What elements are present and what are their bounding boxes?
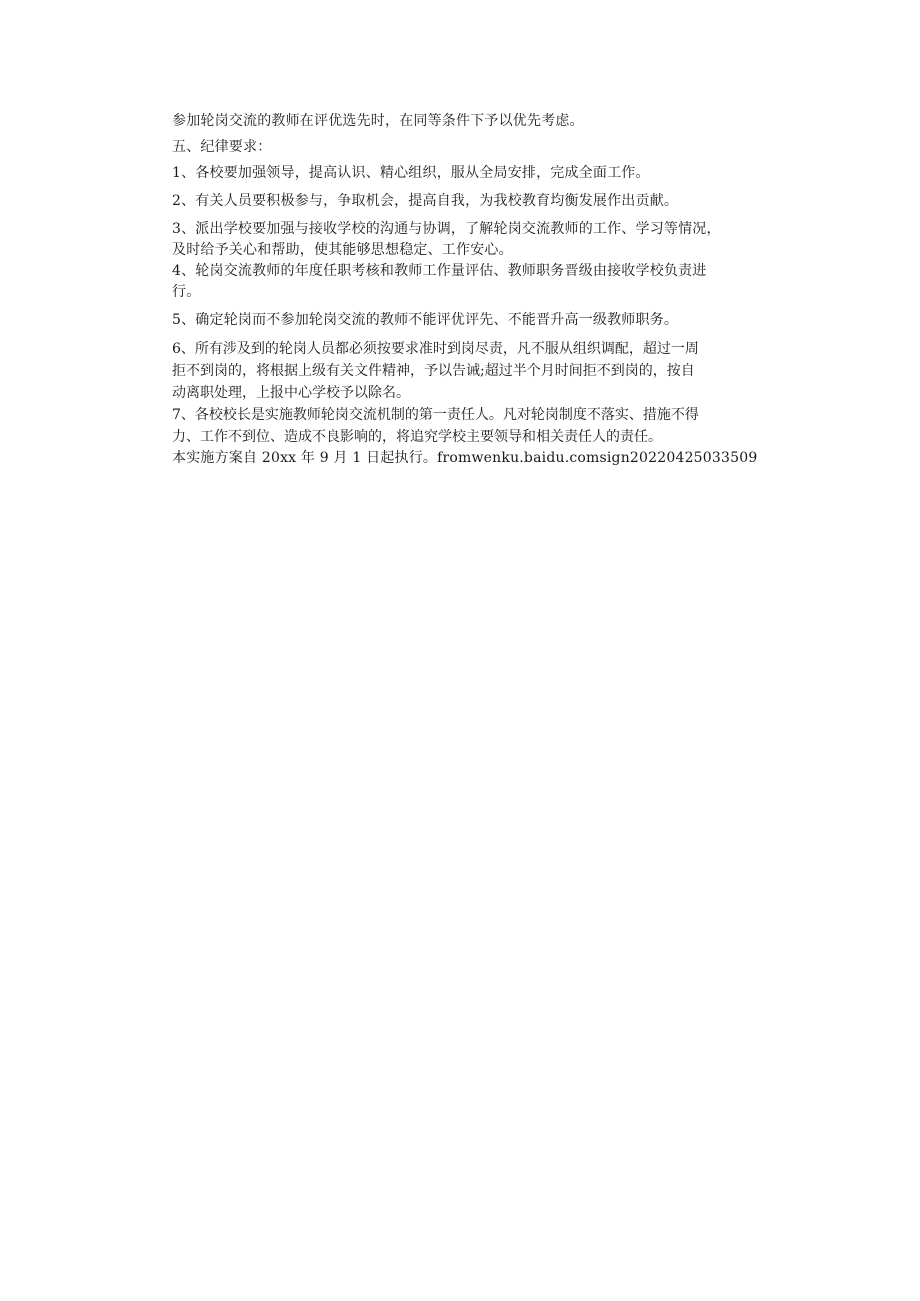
rule-item-7-line-1: 7、各校校长是实施教师轮岗交流机制的第一责任人。凡对轮岗制度不落实、措施不得 [172, 407, 699, 423]
rule-item-3 [172, 219, 764, 261]
rule-item-7 [172, 404, 764, 448]
rule-item-4-line-1: 4、轮岗交流教师的年度任职考核和教师工作量评估、教师职务晋级由接收学校负责进 [172, 263, 707, 279]
rule-item-6 [172, 338, 764, 404]
rule-item-6-line-1: 6、所有涉及到的轮岗人员都必须按要求准时到岗尽责，凡不服从组织调配，超过一周 [172, 341, 699, 357]
rule-item-2: 2、有关人员要积极参与，争取机会，提高自我，为我校教育均衡发展作出贡献。 [172, 193, 679, 209]
rule-item-6-line-2: 拒不到岗的，将根据上级有关文件精神，予以告诫;超过半个月时间拒不到岗的，按自 [172, 363, 695, 379]
rule-item-4-line-2: 行。 [172, 284, 201, 300]
effective-date-statement: 本实施方案自 20xx 年 9 月 1 日起执行。fromwenku.baidu.comsign20220425033509 [172, 450, 758, 466]
rule-item-3-line-2: 及时给予关心和帮助，使其能够思想稳定、工作安心。 [172, 242, 513, 258]
document-body [172, 111, 764, 469]
section-heading-discipline: 五、纪律要求： [172, 139, 272, 155]
paragraph-priority-note: 参加轮岗交流的教师在评优选先时，在同等条件下予以优先考虑。 [172, 113, 584, 129]
rule-item-6-line-3: 动离职处理，上报中心学校予以除名。 [172, 385, 410, 401]
rule-item-4 [172, 261, 764, 303]
rule-item-5: 5、确定轮岗而不参加轮岗交流的教师不能评优评先、不能晋升高一级教师职务。 [172, 312, 679, 328]
rule-item-3-line-1: 3、派出学校要加强与接收学校的沟通与协调，了解轮岗交流教师的工作、学习等情况， [172, 221, 721, 237]
rule-item-1: 1、各校要加强领导，提高认识、精心组织，服从全局安排，完成全面工作。 [172, 165, 650, 181]
rule-item-7-line-2: 力、工作不到位、造成不良影响的，将追究学校主要领导和相关责任人的责任。 [172, 429, 662, 445]
